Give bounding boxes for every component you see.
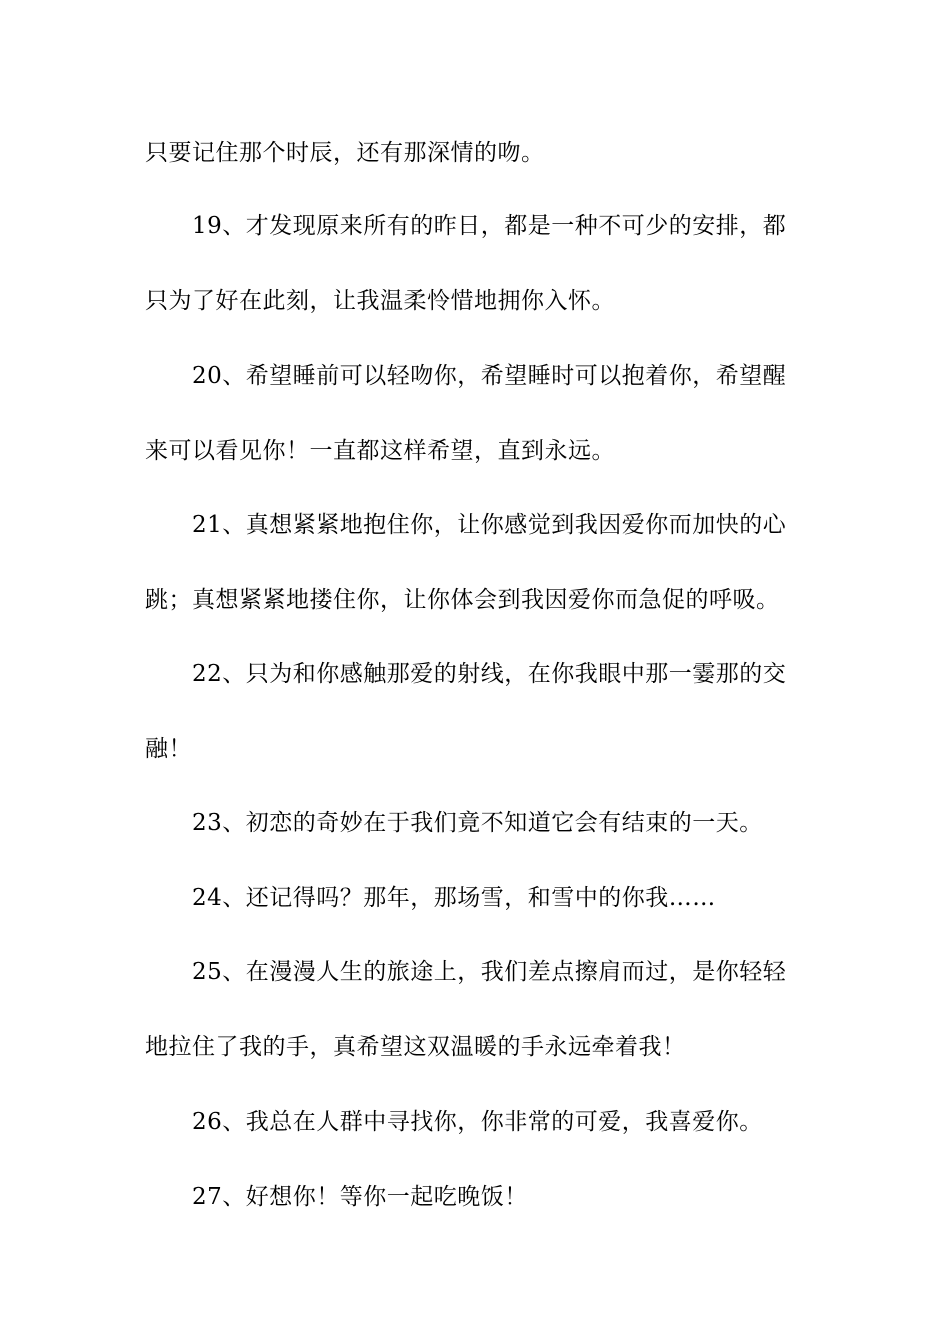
paragraph-26: 26、我总在人群中寻找你，你非常的可爱，我喜爱你。 [192,1109,763,1135]
paragraph-24: 24、还记得吗？那年，那场雪，和雪中的你我…… [192,885,716,911]
paragraph-21-line-1: 21、真想紧紧地抱住你，让你感觉到我因爱你而加快的心 [192,512,787,538]
paragraph-25-line-2: 地拉住了我的手，真希望这双温暖的手永远牵着我！ [145,1034,686,1060]
paragraph-22-line-1: 22、只为和你感触那爱的射线，在你我眼中那一霎那的交 [192,661,787,687]
text-line-continuation: 只要记住那个时辰，还有那深情的吻。 [145,140,545,166]
paragraph-23: 23、初恋的奇妙在于我们竟不知道它会有结束的一天。 [192,810,763,836]
paragraph-20-line-1: 20、希望睡前可以轻吻你，希望睡时可以抱着你，希望醒 [192,363,787,389]
paragraph-25-line-1: 25、在漫漫人生的旅途上，我们差点擦肩而过，是你轻轻 [192,959,787,985]
paragraph-19-line-1: 19、才发现原来所有的昨日，都是一种不可少的安排，都 [192,213,787,239]
paragraph-27: 27、好想你！等你一起吃晚饭！ [192,1184,528,1210]
paragraph-21-line-2: 跳；真想紧紧地搂住你，让你体会到我因爱你而急促的呼吸。 [145,587,780,613]
paragraph-22-line-2: 融！ [145,736,192,762]
paragraph-20-line-2: 来可以看见你！一直都这样希望，直到永远。 [145,438,615,464]
paragraph-19-line-2: 只为了好在此刻，让我温柔怜惜地拥你入怀。 [145,288,615,314]
